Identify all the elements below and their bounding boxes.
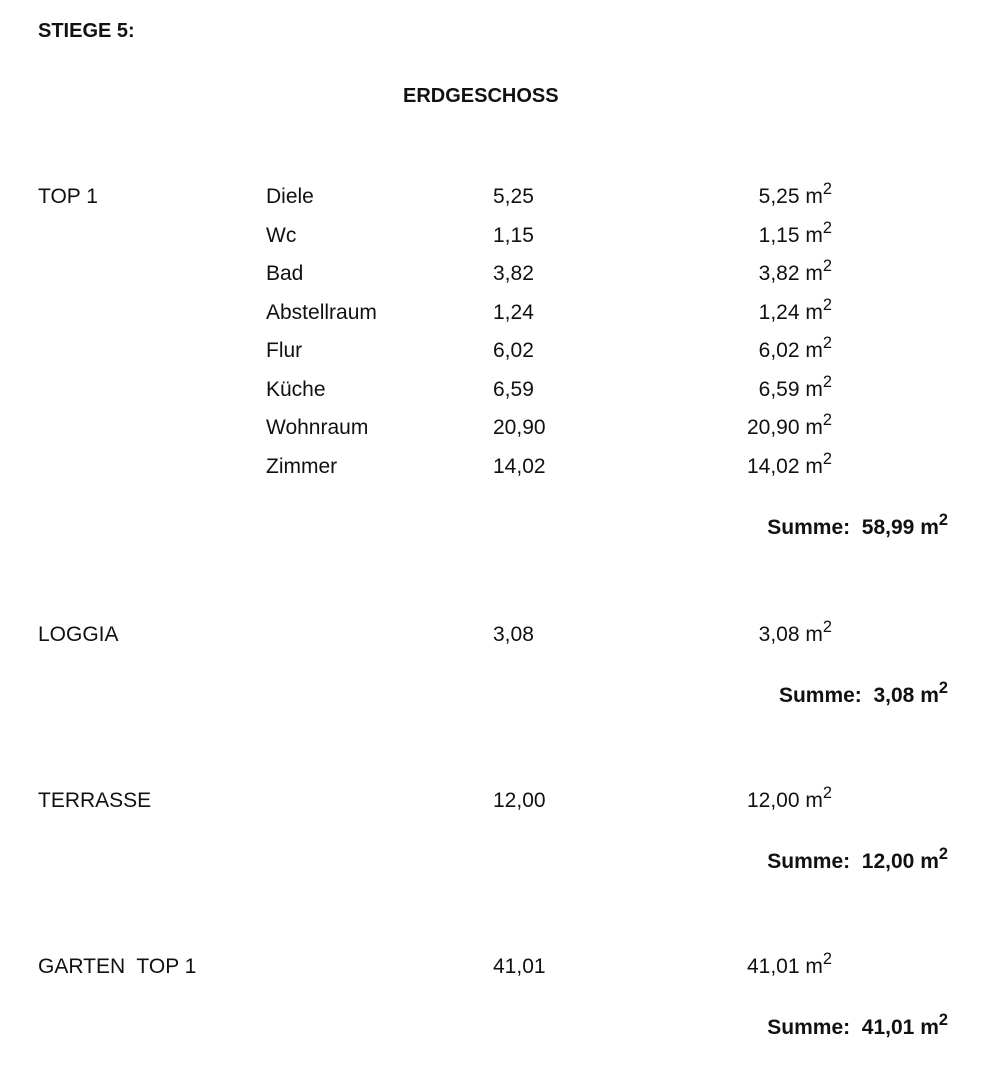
area-unit-exponent: 2 bbox=[822, 618, 832, 636]
room-name: Bad bbox=[266, 262, 304, 285]
room-name: Diele bbox=[266, 185, 314, 208]
garten-area bbox=[710, 950, 832, 979]
room-area bbox=[710, 450, 832, 479]
garten-label: GARTEN TOP 1 bbox=[38, 955, 197, 978]
room-area bbox=[710, 257, 832, 286]
area-unit-exponent: 2 bbox=[822, 180, 832, 198]
sum-label: Summe: bbox=[767, 850, 851, 873]
sum-value: 12,00 bbox=[861, 850, 915, 873]
area-number: 3,08 bbox=[758, 623, 800, 646]
area-unit: m bbox=[805, 623, 823, 646]
loggia-sum bbox=[778, 679, 948, 708]
area-number: 3,82 bbox=[758, 262, 800, 285]
garten-value: 41,01 bbox=[493, 955, 546, 978]
room-name: Flur bbox=[266, 339, 303, 362]
sum-unit-exponent: 2 bbox=[938, 679, 948, 697]
sum-label: Summe: bbox=[767, 1016, 851, 1039]
area-number: 5,25 bbox=[758, 185, 800, 208]
top1-label: TOP 1 bbox=[38, 185, 98, 208]
area-unit-exponent: 2 bbox=[822, 257, 832, 275]
sum-label: Summe: bbox=[767, 516, 851, 539]
room-area bbox=[710, 334, 832, 363]
area-unit: m bbox=[805, 416, 823, 439]
area-number: 20,90 bbox=[746, 416, 800, 439]
sum-unit: m bbox=[920, 850, 939, 873]
area-unit-exponent: 2 bbox=[822, 450, 832, 468]
area-unit: m bbox=[805, 185, 823, 208]
loggia-value: 3,08 bbox=[493, 623, 534, 646]
room-area bbox=[710, 296, 832, 325]
terrasse-area bbox=[710, 784, 832, 813]
area-unit-exponent: 2 bbox=[822, 373, 832, 391]
sum-value: 3,08 bbox=[873, 684, 915, 707]
section-title: STIEGE 5: bbox=[38, 20, 135, 42]
sum-label: Summe: bbox=[778, 684, 862, 707]
terrasse-label: TERRASSE bbox=[38, 789, 152, 812]
area-unit: m bbox=[805, 378, 823, 401]
terrasse-sum bbox=[767, 845, 948, 874]
room-area bbox=[710, 180, 832, 209]
room-area bbox=[710, 411, 832, 440]
loggia-area bbox=[710, 618, 832, 647]
sum-value: 58,99 bbox=[861, 516, 915, 539]
area-unit: m bbox=[805, 224, 823, 247]
area-unit: m bbox=[805, 955, 823, 978]
area-number: 1,24 bbox=[758, 301, 800, 324]
sum-value: 41,01 bbox=[861, 1016, 915, 1039]
area-unit: m bbox=[805, 262, 823, 285]
sum-unit: m bbox=[920, 684, 939, 707]
room-value: 6,59 bbox=[493, 378, 534, 401]
room-value: 3,82 bbox=[493, 262, 534, 285]
room-value: 6,02 bbox=[493, 339, 534, 362]
area-number: 6,59 bbox=[758, 378, 800, 401]
sum-unit-exponent: 2 bbox=[938, 1011, 948, 1029]
sum-unit: m bbox=[920, 516, 939, 539]
floor-heading: ERDGESCHOSS bbox=[403, 85, 559, 107]
area-unit-exponent: 2 bbox=[822, 411, 832, 429]
room-name: Abstellraum bbox=[266, 301, 377, 324]
top1-sum bbox=[767, 511, 948, 540]
room-value: 1,15 bbox=[493, 224, 534, 247]
room-value: 1,24 bbox=[493, 301, 534, 324]
room-name: Wohnraum bbox=[266, 416, 369, 439]
area-unit-exponent: 2 bbox=[822, 296, 832, 314]
area-unit: m bbox=[805, 789, 823, 812]
terrasse-value: 12,00 bbox=[493, 789, 546, 812]
room-area bbox=[710, 219, 832, 248]
area-number: 12,00 bbox=[746, 789, 800, 812]
area-unit-exponent: 2 bbox=[822, 950, 832, 968]
loggia-label: LOGGIA bbox=[38, 623, 119, 646]
area-number: 41,01 bbox=[746, 955, 800, 978]
area-number: 1,15 bbox=[758, 224, 800, 247]
sum-unit-exponent: 2 bbox=[938, 845, 948, 863]
area-unit-exponent: 2 bbox=[822, 334, 832, 352]
garten-sum bbox=[767, 1011, 948, 1040]
room-value: 5,25 bbox=[493, 185, 534, 208]
area-unit: m bbox=[805, 301, 823, 324]
room-value: 20,90 bbox=[493, 416, 546, 439]
room-area bbox=[710, 373, 832, 402]
room-value: 14,02 bbox=[493, 455, 546, 478]
area-unit: m bbox=[805, 455, 823, 478]
sum-unit: m bbox=[920, 1016, 939, 1039]
room-name: Zimmer bbox=[266, 455, 338, 478]
area-number: 6,02 bbox=[758, 339, 800, 362]
sum-unit-exponent: 2 bbox=[938, 511, 948, 529]
room-name: Küche bbox=[266, 378, 326, 401]
room-name: Wc bbox=[266, 224, 297, 247]
area-unit: m bbox=[805, 339, 823, 362]
area-number: 14,02 bbox=[746, 455, 800, 478]
area-unit-exponent: 2 bbox=[822, 784, 832, 802]
area-unit-exponent: 2 bbox=[822, 219, 832, 237]
